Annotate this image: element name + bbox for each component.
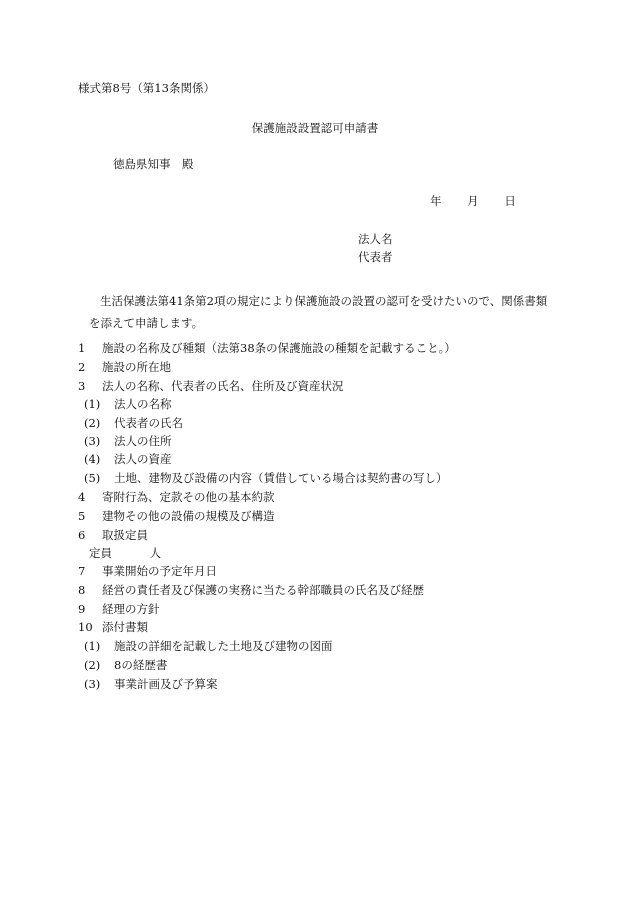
form-number: 様式第8号（第13条関係） bbox=[78, 81, 215, 95]
date-day: 日 bbox=[504, 194, 516, 208]
item-4 bbox=[78, 490, 275, 504]
sub-item-text: 法人の名称 bbox=[114, 397, 172, 411]
item-text: 施設の名称及び種類（法第38条の保護施設の種類を記載すること。） bbox=[102, 341, 456, 355]
capacity-label: 定員 bbox=[89, 546, 112, 560]
item-3-sub-1 bbox=[84, 397, 172, 411]
item-number: 7 bbox=[78, 564, 86, 578]
sub-item-number: (3) bbox=[84, 677, 101, 691]
representative-label: 代表者 bbox=[358, 250, 393, 264]
corp-name-label: 法人名 bbox=[358, 232, 393, 246]
sub-item-text: 法人の住所 bbox=[114, 434, 172, 448]
item-1 bbox=[78, 341, 456, 355]
date-year: 年 bbox=[430, 194, 442, 208]
item-text: 寄附行為、定款その他の基本約款 bbox=[102, 490, 275, 504]
item-text: 添付書類 bbox=[102, 620, 148, 634]
item-3-sub-5 bbox=[84, 471, 448, 485]
item-text: 法人の名称、代表者の氏名、住所及び資産状況 bbox=[102, 379, 344, 393]
item-6 bbox=[78, 528, 148, 542]
sub-item-number: (2) bbox=[84, 416, 101, 430]
body-text-line2: を添えて申請します。 bbox=[89, 316, 204, 330]
sub-item-text: 8の経歴書 bbox=[114, 658, 168, 672]
item-text: 経理の方針 bbox=[102, 602, 160, 616]
item-text: 建物その他の設備の規模及び構造 bbox=[102, 509, 275, 523]
capacity-unit: 人 bbox=[149, 546, 162, 560]
item-3 bbox=[78, 379, 344, 393]
sub-item-number: (5) bbox=[84, 471, 101, 485]
sub-item-number: (3) bbox=[84, 434, 101, 448]
item-number: 1 bbox=[78, 341, 86, 355]
item-10-sub-1 bbox=[84, 639, 333, 653]
item-number: 3 bbox=[78, 379, 86, 393]
item-10-sub-2 bbox=[84, 658, 167, 672]
item-text: 事業開始の予定年月日 bbox=[102, 564, 217, 578]
item-7 bbox=[78, 564, 217, 578]
item-text: 取扱定員 bbox=[102, 528, 148, 542]
item-number: 5 bbox=[78, 509, 86, 523]
item-number: 6 bbox=[78, 528, 86, 542]
item-5 bbox=[78, 509, 275, 523]
date-month: 月 bbox=[467, 194, 479, 208]
item-number: 4 bbox=[78, 490, 86, 504]
sub-item-text: 施設の詳細を記載した土地及び建物の図面 bbox=[114, 639, 333, 653]
sub-item-text: 事業計画及び予算案 bbox=[114, 677, 218, 691]
sub-item-number: (1) bbox=[84, 639, 101, 653]
sub-item-number: (2) bbox=[84, 658, 101, 672]
document-title: 保護施設設置認可申請書 bbox=[251, 121, 379, 135]
sub-item-text: 代表者の氏名 bbox=[114, 416, 183, 430]
item-8 bbox=[78, 583, 424, 597]
body-text-line1: 生活保護法第41条第2項の規定により保護施設の設置の認可を受けたいので、関係書類 bbox=[100, 294, 548, 308]
sub-item-text: 土地、建物及び設備の内容（賃借している場合は契約書の写し） bbox=[114, 471, 448, 485]
date-line bbox=[430, 194, 516, 208]
capacity-line bbox=[89, 546, 161, 560]
item-10-sub-3 bbox=[84, 677, 218, 691]
item-number: 9 bbox=[78, 602, 86, 616]
sub-item-text: 法人の資産 bbox=[114, 452, 172, 466]
item-3-sub-4 bbox=[84, 452, 172, 466]
item-3-sub-2 bbox=[84, 416, 183, 430]
addressee: 徳島県知事 殿 bbox=[113, 157, 194, 171]
item-text: 経営の責任者及び保護の実務に当たる幹部職員の氏名及び経歴 bbox=[102, 583, 424, 597]
item-3-sub-3 bbox=[84, 434, 172, 448]
sub-item-number: (1) bbox=[84, 397, 101, 411]
item-text: 施設の所在地 bbox=[102, 360, 171, 374]
item-number: 10 bbox=[78, 620, 93, 634]
item-10 bbox=[78, 620, 148, 634]
item-number: 2 bbox=[78, 360, 86, 374]
sub-item-number: (4) bbox=[84, 452, 101, 466]
item-number: 8 bbox=[78, 583, 86, 597]
item-9 bbox=[78, 602, 160, 616]
item-2 bbox=[78, 360, 171, 374]
